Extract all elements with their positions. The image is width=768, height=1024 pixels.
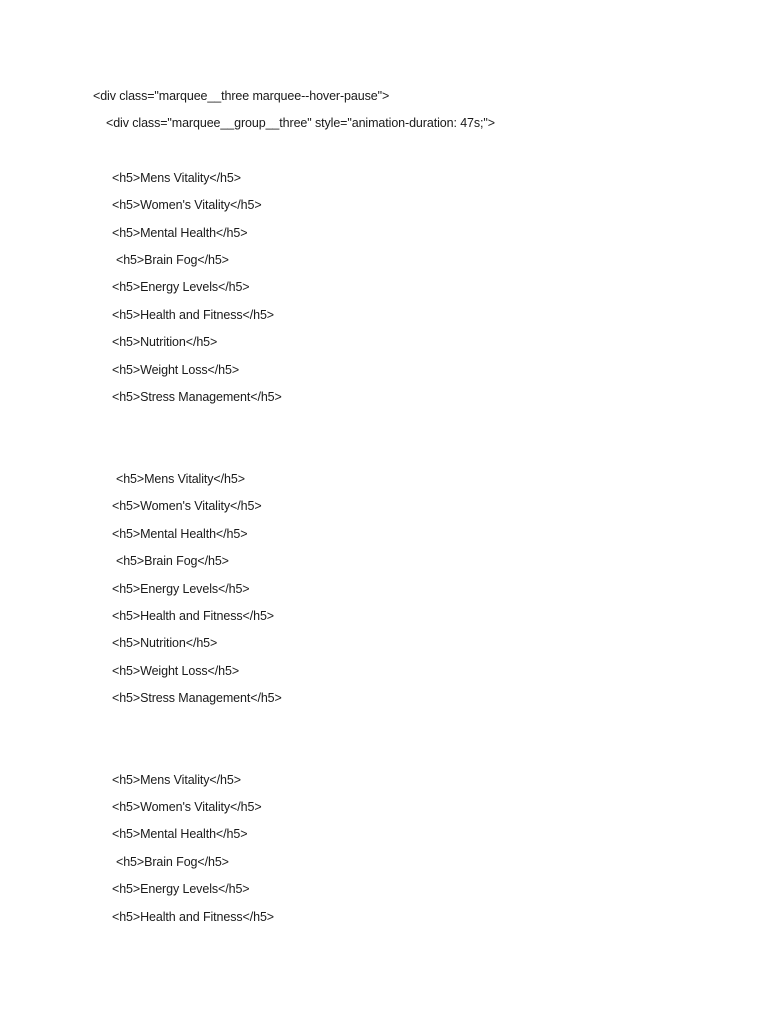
code-line: <h5>Energy Levels</h5> <box>112 882 250 896</box>
code-line: <h5>Health and Fitness</h5> <box>112 609 275 623</box>
code-line: <h5>Health and Fitness</h5> <box>112 910 275 924</box>
code-line: <h5>Stress Management</h5> <box>112 390 282 404</box>
code-line: <h5>Stress Management</h5> <box>112 691 282 705</box>
code-line: <h5>Weight Loss</h5> <box>112 664 240 678</box>
code-line: <h5>Nutrition</h5> <box>112 335 218 349</box>
code-line: <h5>Mental Health</h5> <box>112 527 248 541</box>
code-line: <h5>Mens Vitality</h5> <box>116 472 245 486</box>
code-line: <h5>Brain Fog</h5> <box>116 554 229 568</box>
code-line: <h5>Brain Fog</h5> <box>116 253 229 267</box>
code-line: <h5>Mental Health</h5> <box>112 827 248 841</box>
code-line: <h5>Mens Vitality</h5> <box>112 773 241 787</box>
code-line: <h5>Energy Levels</h5> <box>112 280 250 294</box>
code-line: <h5>Brain Fog</h5> <box>116 855 229 869</box>
code-line: <h5>Mental Health</h5> <box>112 226 248 240</box>
code-line: <h5>Women's Vitality</h5> <box>112 499 262 513</box>
code-line: <h5>Nutrition</h5> <box>112 636 218 650</box>
code-line: <h5>Energy Levels</h5> <box>112 582 250 596</box>
code-line: <h5>Women's Vitality</h5> <box>112 198 262 212</box>
code-line: <h5>Health and Fitness</h5> <box>112 308 275 322</box>
code-line: <h5>Mens Vitality</h5> <box>112 171 241 185</box>
code-line: <div class="marquee__group__three" style="animation-duration: 47s;"> <box>106 116 495 130</box>
code-line: <div class="marquee__three marquee--hover-pause"> <box>93 89 390 103</box>
code-line: <h5>Weight Loss</h5> <box>112 363 240 377</box>
code-line: <h5>Women's Vitality</h5> <box>112 800 262 814</box>
